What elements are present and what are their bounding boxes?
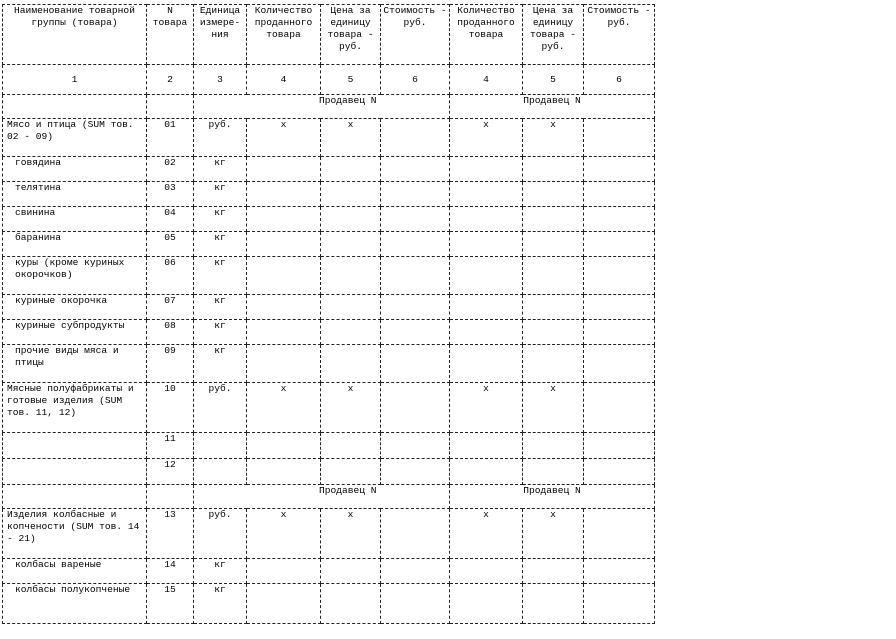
- price-b: [523, 207, 584, 232]
- price-b: [523, 320, 584, 345]
- price-b: [523, 559, 584, 584]
- quantity-b: [450, 182, 523, 207]
- product-number: 15: [147, 584, 194, 624]
- header-col-2: N товара: [147, 5, 194, 65]
- value-a: [381, 157, 450, 182]
- price-a: x: [321, 383, 381, 433]
- value-b: [584, 559, 655, 584]
- product-name: прочие виды мяса и птицы: [3, 345, 147, 383]
- quantity-a: [247, 157, 321, 182]
- table-row: [3, 207, 655, 232]
- unit-of-measure: кг: [194, 345, 247, 383]
- quantity-a: [247, 433, 321, 459]
- product-name: колбасы полукопченые: [3, 584, 147, 624]
- seller-blank: [147, 485, 194, 509]
- table-row: [3, 295, 655, 320]
- price-a: [321, 345, 381, 383]
- value-b: [584, 584, 655, 624]
- seller-label: Продавец N: [450, 485, 655, 509]
- product-name: куриные субпродукты: [3, 320, 147, 345]
- price-b: [523, 157, 584, 182]
- price-a: [321, 157, 381, 182]
- quantity-b: [450, 207, 523, 232]
- value-b: [584, 345, 655, 383]
- product-number: 03: [147, 182, 194, 207]
- seller-blank: [3, 95, 147, 119]
- unit-of-measure: кг: [194, 232, 247, 257]
- header-col-8: Цена за единицу товара - руб.: [523, 5, 584, 65]
- table-row: [3, 459, 655, 485]
- price-b: [523, 459, 584, 485]
- col-num-3: 3: [194, 65, 247, 95]
- quantity-a: [247, 182, 321, 207]
- product-name: Мясо и птица (SUM тов. 02 - 09): [3, 119, 147, 157]
- price-a: [321, 559, 381, 584]
- quantity-a: [247, 559, 321, 584]
- col-num-1: 1: [3, 65, 147, 95]
- product-name: куриные окорочка: [3, 295, 147, 320]
- value-a: [381, 320, 450, 345]
- value-a: [381, 119, 450, 157]
- table-row: [3, 433, 655, 459]
- value-a: [381, 433, 450, 459]
- price-a: x: [321, 509, 381, 559]
- unit-of-measure: кг: [194, 559, 247, 584]
- product-name: [3, 459, 147, 485]
- unit-of-measure: кг: [194, 157, 247, 182]
- price-b: x: [523, 509, 584, 559]
- price-b: x: [523, 383, 584, 433]
- price-a: [321, 182, 381, 207]
- value-b: [584, 295, 655, 320]
- table-row: [3, 157, 655, 182]
- unit-of-measure: руб.: [194, 119, 247, 157]
- price-a: [321, 257, 381, 295]
- value-b: [584, 157, 655, 182]
- product-number: 14: [147, 559, 194, 584]
- value-b: [584, 509, 655, 559]
- table-row: [3, 509, 655, 559]
- seller-blank: [194, 485, 247, 509]
- unit-of-measure: кг: [194, 257, 247, 295]
- price-a: [321, 232, 381, 257]
- col-num-4: 4: [247, 65, 321, 95]
- value-b: [584, 459, 655, 485]
- unit-of-measure: кг: [194, 584, 247, 624]
- quantity-a: x: [247, 383, 321, 433]
- quantity-b: [450, 157, 523, 182]
- value-b: [584, 383, 655, 433]
- quantity-a: [247, 207, 321, 232]
- price-b: [523, 584, 584, 624]
- header-col-4: Количество проданного товара: [247, 5, 321, 65]
- seller-label: Продавец N: [247, 95, 450, 119]
- unit-of-measure: кг: [194, 320, 247, 345]
- header-col-3: Единица измере-ния: [194, 5, 247, 65]
- product-name: Мясные полуфабрикаты и готовые изделия (SUM тов. 11, 12): [3, 383, 147, 433]
- quantity-b: [450, 559, 523, 584]
- quantity-b: [450, 320, 523, 345]
- value-a: [381, 257, 450, 295]
- column-number-row: [3, 65, 655, 95]
- quantity-a: [247, 232, 321, 257]
- unit-of-measure: руб.: [194, 383, 247, 433]
- product-name: баранина: [3, 232, 147, 257]
- quantity-a: [247, 320, 321, 345]
- seller-row: [3, 95, 655, 119]
- table-row: [3, 182, 655, 207]
- product-number: 08: [147, 320, 194, 345]
- price-b: [523, 433, 584, 459]
- product-number: 04: [147, 207, 194, 232]
- table-row: [3, 559, 655, 584]
- value-b: [584, 257, 655, 295]
- quantity-b: x: [450, 383, 523, 433]
- quantity-a: x: [247, 509, 321, 559]
- quantity-b: [450, 295, 523, 320]
- price-a: [321, 433, 381, 459]
- product-name: колбасы вареные: [3, 559, 147, 584]
- price-a: [321, 320, 381, 345]
- product-name: телятина: [3, 182, 147, 207]
- header-col-6: Стоимость - руб.: [381, 5, 450, 65]
- unit-of-measure: кг: [194, 295, 247, 320]
- value-a: [381, 559, 450, 584]
- value-a: [381, 207, 450, 232]
- product-number: 10: [147, 383, 194, 433]
- product-number: 01: [147, 119, 194, 157]
- seller-row: [3, 485, 655, 509]
- seller-blank: [147, 95, 194, 119]
- col-num-8: 5: [523, 65, 584, 95]
- unit-of-measure: [194, 459, 247, 485]
- seller-label: Продавец N: [450, 95, 655, 119]
- value-a: [381, 295, 450, 320]
- quantity-b: [450, 257, 523, 295]
- product-number: 07: [147, 295, 194, 320]
- table-row: [3, 345, 655, 383]
- col-num-2: 2: [147, 65, 194, 95]
- price-b: [523, 182, 584, 207]
- quantity-b: x: [450, 119, 523, 157]
- value-b: [584, 207, 655, 232]
- value-b: [584, 182, 655, 207]
- header-col-5: Цена за единицу товара - руб.: [321, 5, 381, 65]
- sales-report-table: [2, 4, 655, 624]
- quantity-a: [247, 295, 321, 320]
- table-row: [3, 383, 655, 433]
- price-a: [321, 295, 381, 320]
- product-number: 13: [147, 509, 194, 559]
- price-a: [321, 459, 381, 485]
- header-col-1: Наименование товарной группы (товара): [3, 5, 147, 65]
- quantity-b: [450, 232, 523, 257]
- value-b: [584, 320, 655, 345]
- value-a: [381, 383, 450, 433]
- value-a: [381, 345, 450, 383]
- value-a: [381, 584, 450, 624]
- price-a: x: [321, 119, 381, 157]
- value-b: [584, 232, 655, 257]
- quantity-a: [247, 345, 321, 383]
- quantity-a: [247, 459, 321, 485]
- col-num-5: 5: [321, 65, 381, 95]
- table-row: [3, 119, 655, 157]
- unit-of-measure: руб.: [194, 509, 247, 559]
- price-b: [523, 232, 584, 257]
- seller-blank: [3, 485, 147, 509]
- seller-blank: [194, 95, 247, 119]
- col-num-9: 6: [584, 65, 655, 95]
- value-a: [381, 182, 450, 207]
- rows-group-a: [3, 119, 655, 485]
- seller-label: Продавец N: [247, 485, 450, 509]
- product-name: говядина: [3, 157, 147, 182]
- product-name: свинина: [3, 207, 147, 232]
- product-name: Изделия колбасные и копчености (SUM тов. 14 - 21): [3, 509, 147, 559]
- table-row: [3, 257, 655, 295]
- quantity-b: [450, 433, 523, 459]
- quantity-b: [450, 459, 523, 485]
- price-b: [523, 295, 584, 320]
- price-a: [321, 584, 381, 624]
- price-b: [523, 257, 584, 295]
- table-row: [3, 232, 655, 257]
- product-number: 06: [147, 257, 194, 295]
- value-a: [381, 232, 450, 257]
- value-a: [381, 509, 450, 559]
- quantity-a: [247, 257, 321, 295]
- col-num-6: 6: [381, 65, 450, 95]
- product-name: [3, 433, 147, 459]
- rows-group-b: [3, 509, 655, 624]
- table-row: [3, 584, 655, 624]
- unit-of-measure: кг: [194, 182, 247, 207]
- quantity-a: [247, 584, 321, 624]
- quantity-b: [450, 584, 523, 624]
- product-number: 11: [147, 433, 194, 459]
- product-number: 09: [147, 345, 194, 383]
- header-col-9: Стоимость - руб.: [584, 5, 655, 65]
- col-num-7: 4: [450, 65, 523, 95]
- product-name: куры (кроме куриных окорочков): [3, 257, 147, 295]
- product-number: 12: [147, 459, 194, 485]
- value-a: [381, 459, 450, 485]
- header-row: [3, 5, 655, 65]
- quantity-b: [450, 345, 523, 383]
- unit-of-measure: [194, 433, 247, 459]
- value-b: [584, 119, 655, 157]
- quantity-a: x: [247, 119, 321, 157]
- quantity-b: x: [450, 509, 523, 559]
- header-col-7: Количество проданного товара: [450, 5, 523, 65]
- product-number: 02: [147, 157, 194, 182]
- product-number: 05: [147, 232, 194, 257]
- value-b: [584, 433, 655, 459]
- price-a: [321, 207, 381, 232]
- unit-of-measure: кг: [194, 207, 247, 232]
- price-b: x: [523, 119, 584, 157]
- price-b: [523, 345, 584, 383]
- table-row: [3, 320, 655, 345]
